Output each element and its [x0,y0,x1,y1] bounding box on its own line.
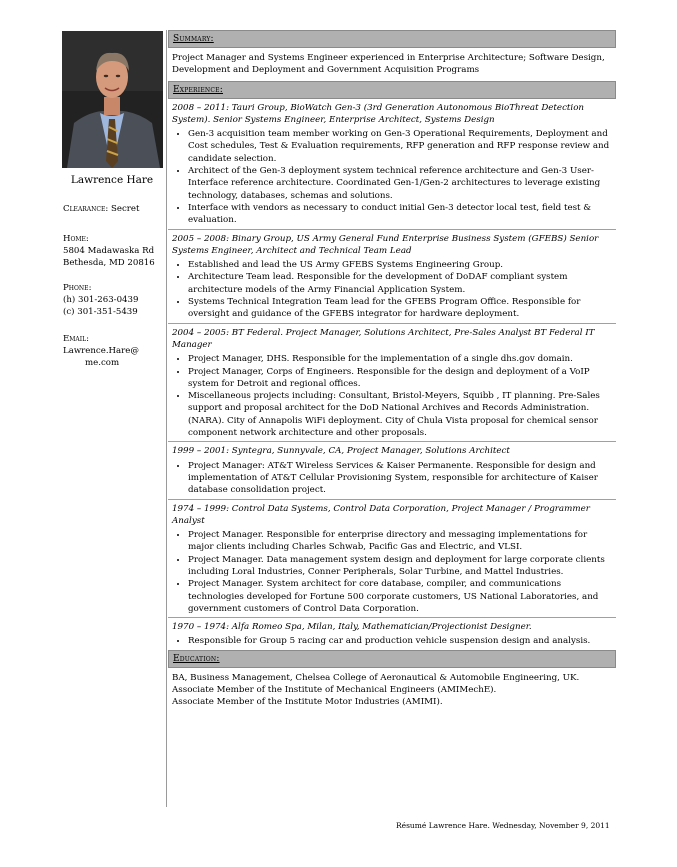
job-bullets [172,259,614,320]
education-line: BA, Business Management, Chelsea College of Aeronautical & Automobile Engineering, UK. [172,672,580,683]
job-bullet: • Interface with vendors as necessary to conduct initial Gen-3 detector local test, field test & evaluation. [188,202,614,227]
job-bullet: • Project Manager. Data management system design and deployment for large corporate clients including Loral Industries, Conner Peripherals, Solar Turbine, and Mattel Industries. [188,554,614,579]
job-bullet: • Architect of the Gen-3 deployment system technical reference architecture and Gen-3 User-Interface reference architecture. Coordinated Gen-1/Gen-2 architectures to leverage existing technology, databases, schemas and solutions. [188,165,614,202]
job-bullet: • Project Manager. Responsible for enterprise directory and messaging implementations for major clients including Charles Schwab, Pacific Gas and Electric, and VLSI. [188,529,614,554]
job-bullet: • Systems Technical Integration Team lead for the GFEBS Program Office. Responsible for oversight and guidance of the GFEBS integrator for hardware deployment. [188,296,614,321]
job-bullet: • Project Manager. System architect for core database, compiler, and communications technologies developed for Fortune 500 corporate customers, US National Laboratories, and government customers of Control Data Corporation. [188,578,614,615]
education-line: Associate Member of the Institute Motor Industries (AMIMI). [172,697,443,708]
job-bullet: • Project Manager, Corps of Engineers. Responsible for the design and deployment of a VoIP system for Detroit and regional offices. [188,366,614,391]
job-bullets [172,460,614,497]
email-line-2[interactable]: me.com [85,358,120,368]
footer-text: Résumé Lawrence Hare. Wednesday, November 9, 2011 [396,821,610,830]
job-bullets [172,128,614,226]
profile-photo [62,31,163,168]
education-list [168,668,616,713]
job-list [168,99,616,650]
education-line: Associate Member of the Institute of Mechanical Engineers (AMIMechE). [172,685,497,696]
phone-label: Phone: [63,283,92,293]
summary-heading: Summary: [168,30,616,48]
main-content [168,30,616,713]
job-bullets [172,635,614,647]
job-bullet: • Project Manager, DHS. Responsible for the implementation of a single dhs.gov domain. [188,353,614,365]
job-entry [168,99,616,230]
job-title: 1974 – 1999: Control Data Systems, Control Data Corporation, Project Manager / Programmer Analyst [172,503,590,526]
job-entry [168,442,616,499]
clearance-block [63,203,139,215]
job-entry [168,324,616,443]
job-bullet: • Project Manager: AT&T Wireless Services & Kaiser Permanente. Responsible for design and implementation of AT&T Cellular Provisioning System, responsible for architecture of Kaiser database consolidation project. [188,460,614,497]
summary-text: Project Manager and Systems Engineer experienced in Enterprise Architecture; Software Design, Development and Deployment and Government Acquisition Programs [172,53,605,76]
divider-line [166,30,167,807]
job-bullets [172,529,614,615]
job-bullet: • Established and lead the US Army GFEBS Systems Engineering Group. [188,259,614,271]
job-title: 2004 – 2005: BT Federal. Project Manager, Solutions Architect, Pre-Sales Analyst BT Federal IT Manager [172,327,595,350]
job-bullet: • Architecture Team lead. Responsible for the development of DoDAF compliant system architecture models of the Army Financial Application System. [188,271,614,296]
job-title: 2008 – 2011: Tauri Group, BioWatch Gen-3 (3rd Generation Autonomous BioThreat Detection System). Senior Systems Engineer, Enterprise Architect, Systems Design [172,102,585,125]
person-name: Lawrence Hare [70,174,154,186]
email-line-1[interactable]: Lawrence.Hare@ [63,346,139,356]
phone-cell: (c) 301-351-5439 [63,307,138,317]
job-title: 1970 – 1974: Alfa Romeo Spa, Milan, Italy, Mathematician/Projectionist Designer. [172,622,532,633]
phone-home: (h) 301-263-0439 [63,295,139,305]
job-bullet: • Gen-3 acquisition team member working on Gen-3 Operational Requirements, Deployment and Cost schedules, Test & Evaluation requirements, RFP generation and RFP response review and candidate selection. [188,128,614,165]
experience-heading: Experience: [168,81,616,99]
sidebar [0,0,165,867]
job-bullet: • Miscellaneous projects including: Consultant, Bristol-Meyers, Squibb , IT planning. Pre-Sales support and proposal architect for the DoD National Archives and Records Administration. (NARA). City of Annapolis WiFi deployment. City of Chula Vista proposal for chemical sensor component network architecture and other proposals. [188,390,614,439]
job-entry [168,618,616,650]
job-bullet: • Responsible for Group 5 racing car and production vehicle suspension design and analysis. [188,635,614,647]
clearance-label: Clearance: [63,204,109,214]
phone-block [63,282,138,318]
home-label: Home: [63,234,89,244]
job-title: 1999 – 2001: Syntegra, Sunnyvale, CA, Project Manager, Solutions Architect [172,446,510,457]
address-line-1: 5804 Madawaska Rd [63,246,155,256]
job-title: 2005 – 2008: Binary Group, US Army General Fund Enterprise Business System (GFEBS) Senior Systems Engineer, Architect and Technical Team Lead [172,233,599,256]
clearance-value: Secret [110,204,140,214]
portrait-image [62,31,163,168]
education-heading: Education: [168,650,616,668]
job-bullets [172,353,614,439]
job-entry [168,230,616,324]
address-line-2: Bethesda, MD 20816 [63,258,155,268]
job-entry [168,500,616,619]
email-block [63,333,139,369]
home-block [63,233,155,269]
email-label: Email: [63,334,89,344]
